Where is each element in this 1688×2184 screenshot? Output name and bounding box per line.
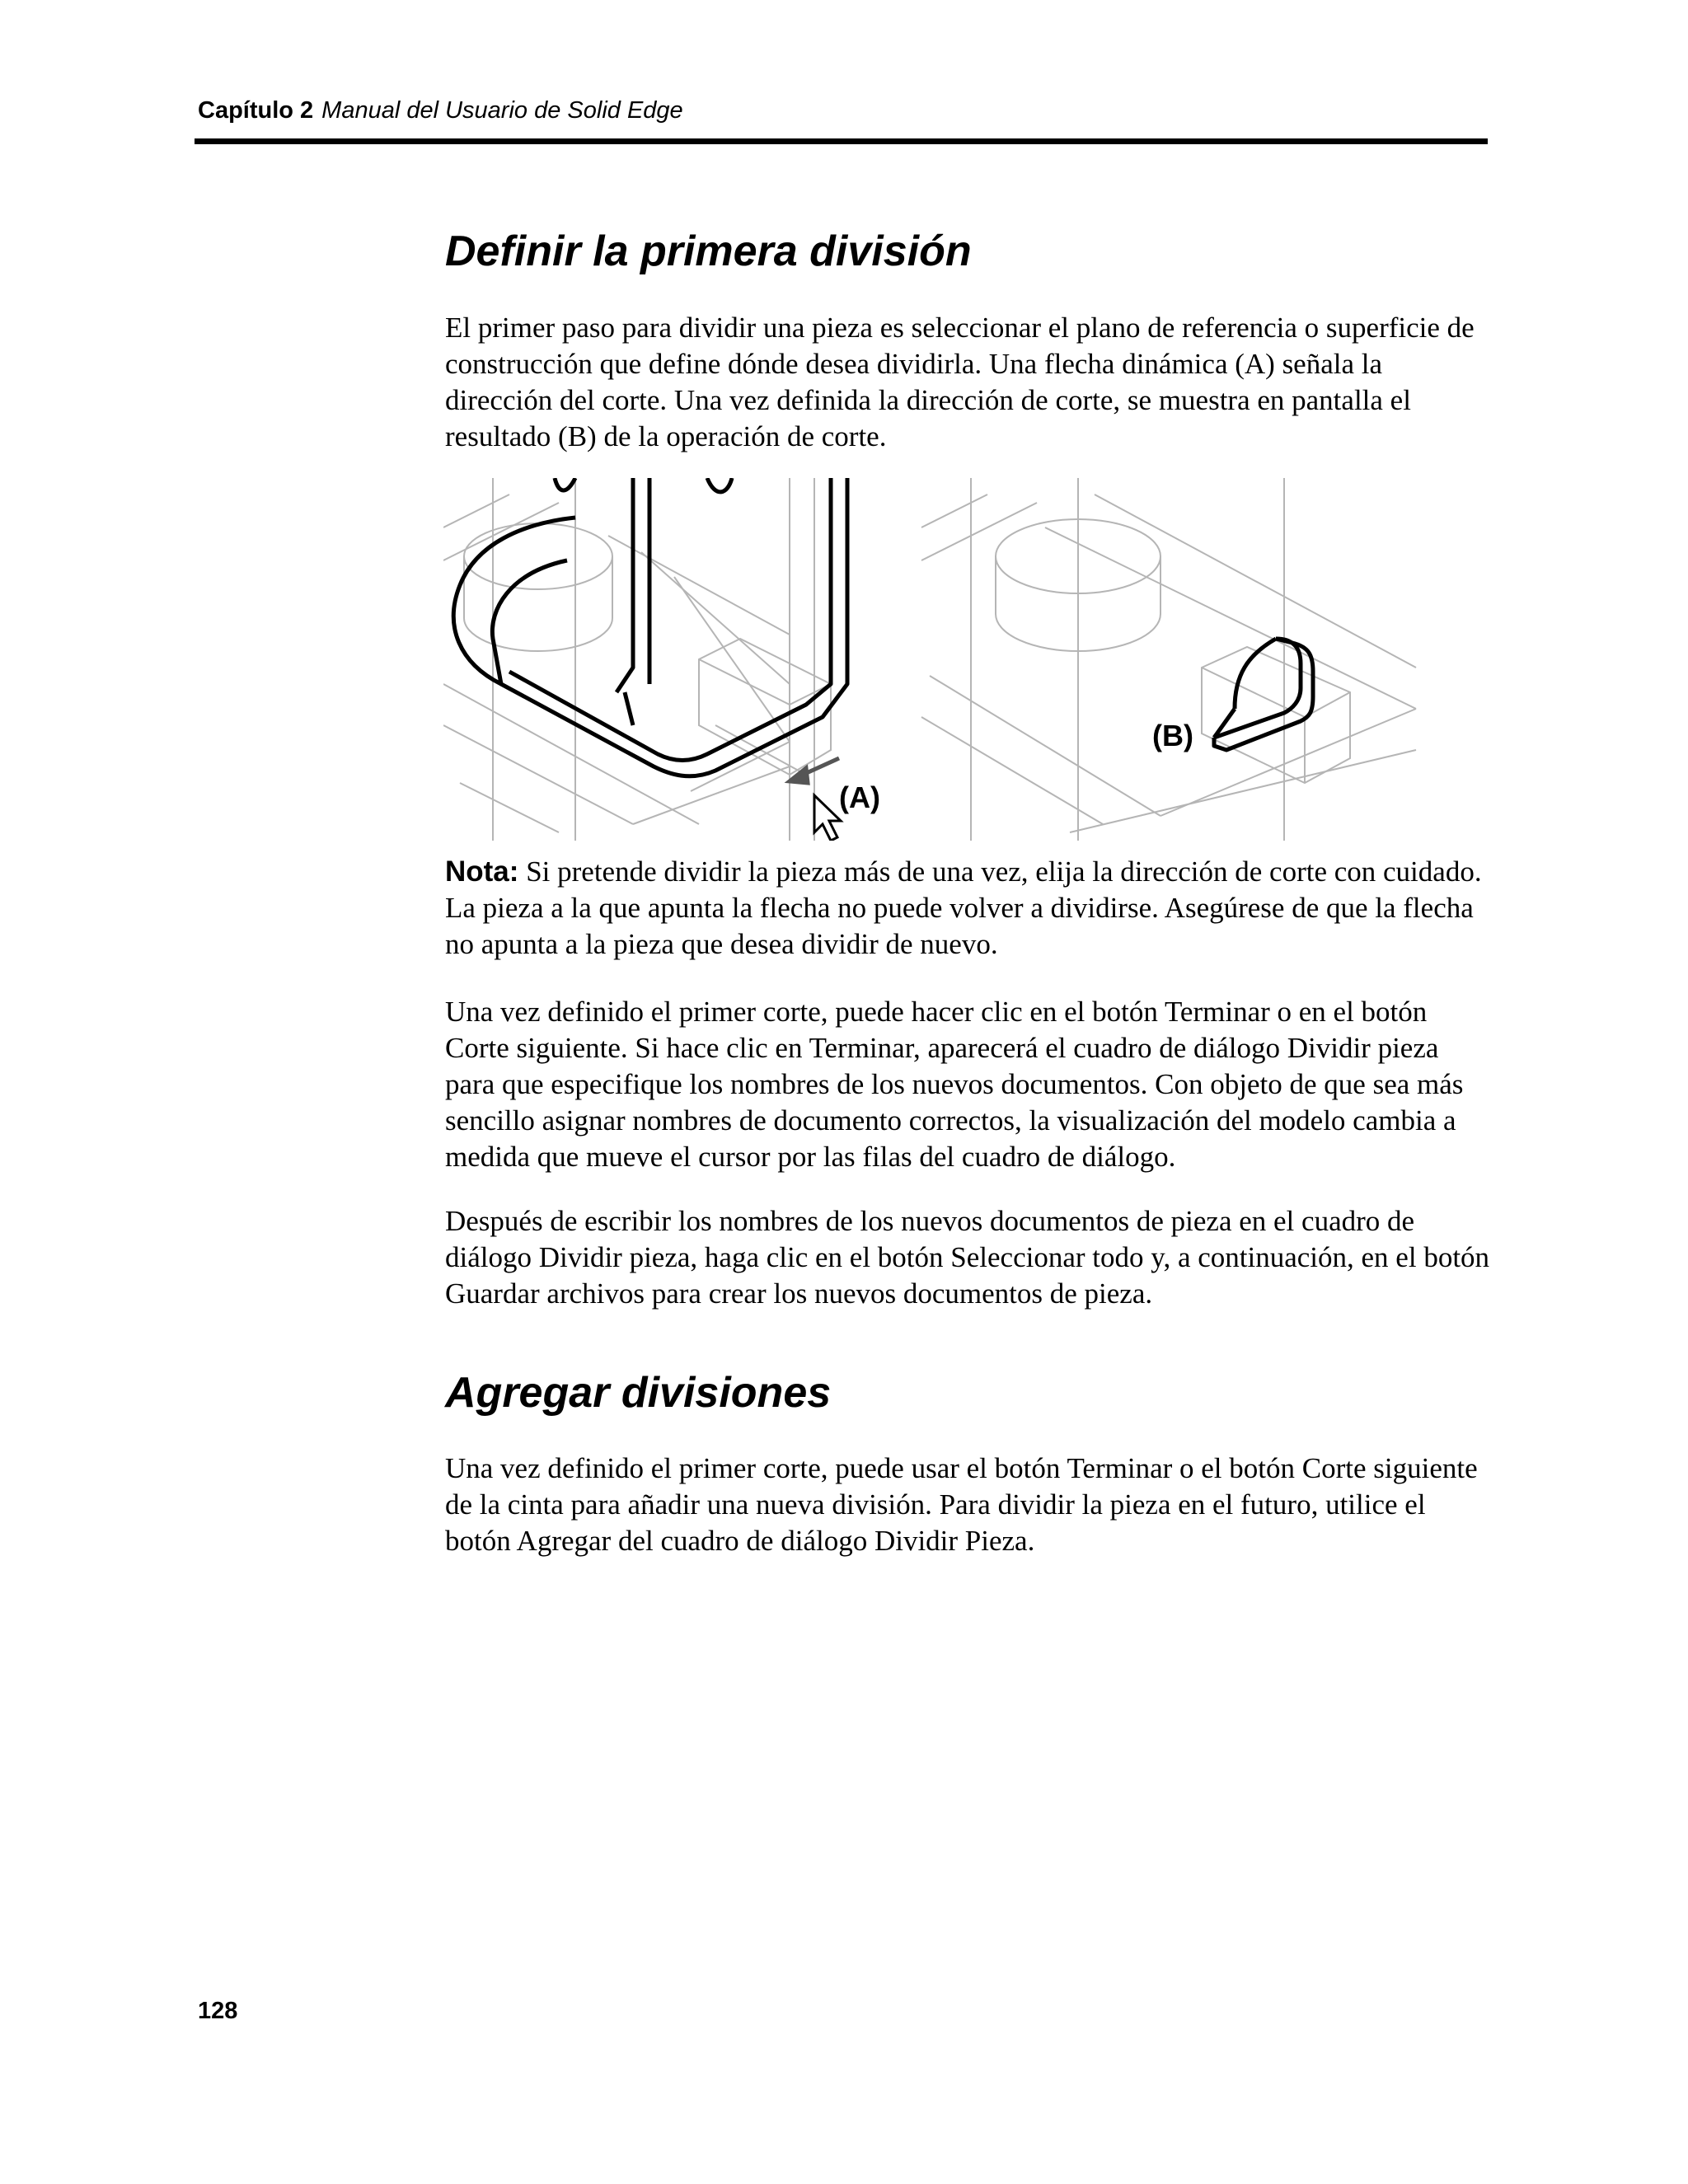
manual-title: Manual del Usuario de Solid Edge (321, 97, 683, 124)
section-title-agregar: Agregar divisiones (445, 1369, 832, 1417)
paragraph-guardar: Después de escribir los nombres de los nuevos documentos de pieza en el cuadro de diálogo Dividir pieza, haga clic en el botón Seleccionar todo y, a continuación, en el botón Guardar archivos para crear los nuevos documentos de pieza. (445, 1205, 1490, 1310)
note-text: Si pretende dividir la pieza más de una vez, elija la dirección de corte con cuidado. La pieza a la que apunta la flecha no puede volver a dividirse. Asegúrese de que la flecha no apunta a la pieza que desea dividir de nuevo. (445, 855, 1482, 960)
note-paragraph (445, 854, 1493, 963)
page-number: 128 (198, 1998, 238, 2024)
intro-paragraph: El primer paso para dividir una pieza es seleccionar el plano de referencia o superficie de construcción que define dónde desea dividirla. Una flecha dinámica (A) señala la dirección del corte. Una vez definida la dirección de corte, se muestra en pantalla el resultado (B) de la operación de corte. (445, 312, 1475, 452)
figure-label-a: (A) (839, 780, 880, 814)
paragraph-agregar: Una vez definido el primer corte, puede usar el botón Terminar o el botón Corte siguiente de la cinta para añadir una nueva división. Para dividir la pieza en el futuro, utilice el botón Agregar del cuadro de diálogo Dividir Pieza. (445, 1452, 1478, 1557)
mouse-cursor-icon (814, 795, 841, 841)
header-rule (195, 138, 1488, 144)
running-header (198, 97, 683, 124)
chapter-label: Capítulo 2 (198, 97, 314, 124)
figure-label-b: (B) (1152, 719, 1193, 752)
section-title-definir: Definir la primera división (445, 227, 972, 275)
note-label: Nota: (445, 855, 519, 888)
paragraph-terminar: Una vez definido el primer corte, puede hacer clic en el botón Terminar o en el botón Corte siguiente. Si hace clic en Terminar, aparecerá el cuadro de diálogo Dividir pieza para que especifique los nombres de los nuevos documentos. Con objeto de que sea más sencillo asignar nombres de documento correctos, la visualización del modelo cambia a medida que mueve el cursor por las filas del cuadro de diálogo. (445, 996, 1464, 1173)
split-part-figure (443, 478, 1432, 841)
